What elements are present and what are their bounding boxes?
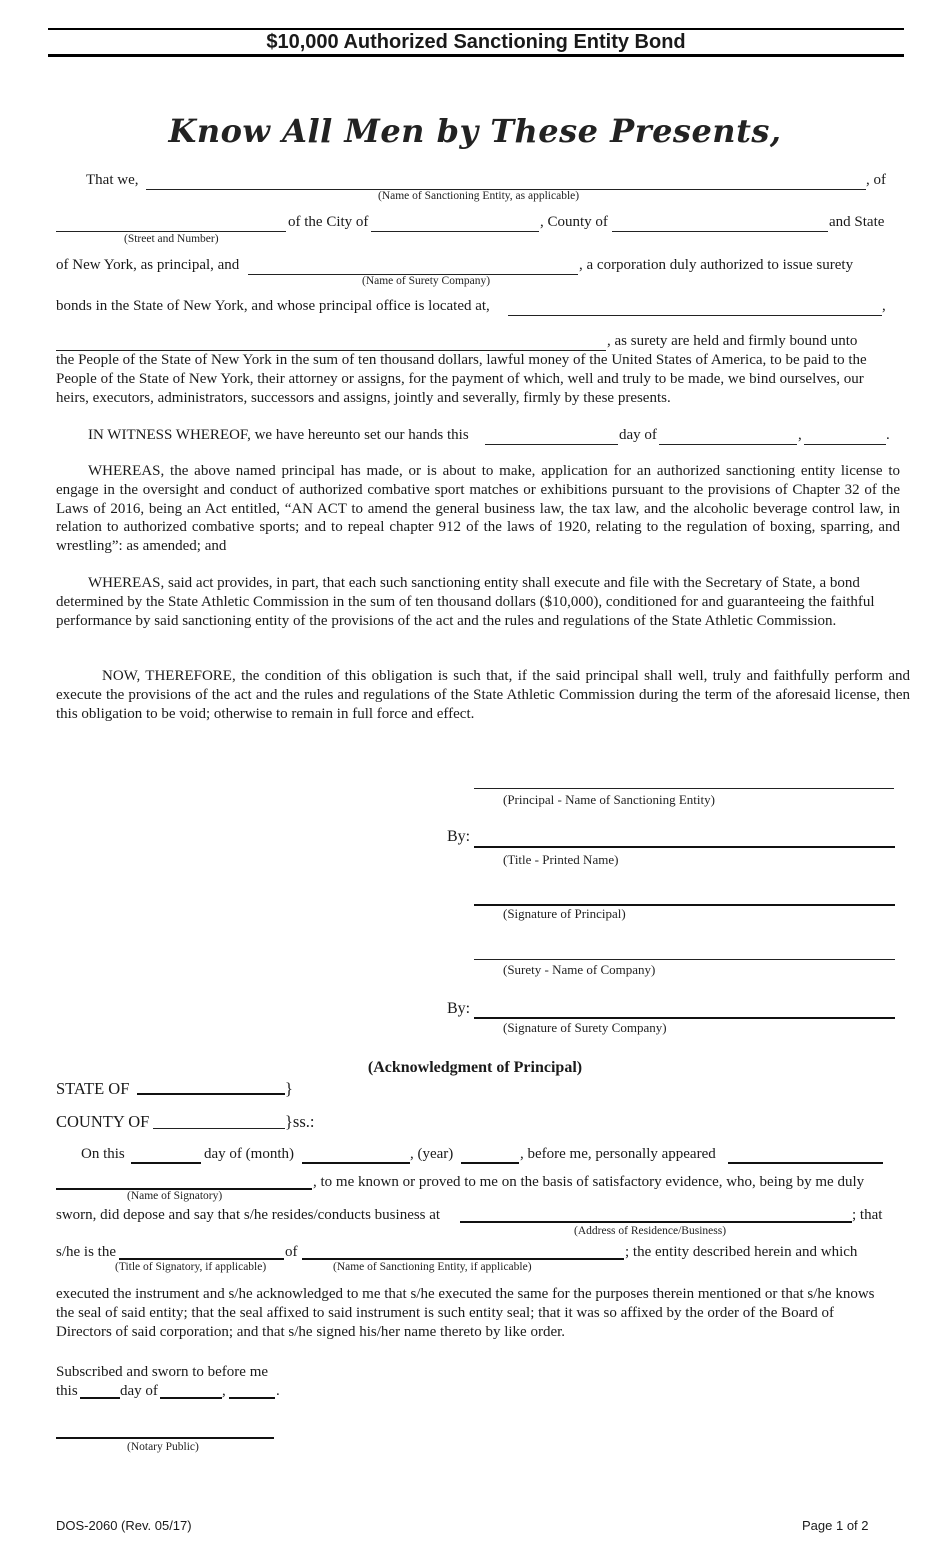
page-number: Page 1 of 2 xyxy=(802,1518,869,1533)
subscribed-text: Subscribed and sworn to before me xyxy=(56,1364,269,1380)
comma-text: , xyxy=(882,298,886,314)
notary-comma: , xyxy=(222,1383,226,1399)
whereas-paragraph-1: WHEREAS, the above named principal has made, or is about to make, application for an authorized sanctioning entity license to engage in the oversight and conduct of authorized combative sport matches or exhibitions pursuant to the provisions of Chapter 32 of the Laws of 2016, being an Act entitled, “AN ACT to amend the general business law, the tax law, and the alcoholic beverage control law, in relation to authorized combative sports; and to repeal chapter 912 of the laws of 1920, relating to the regulation of boxing, sparring, and wrestling”: as amended; and xyxy=(56,463,900,555)
bond-body-paragraph: the People of the State of New York in the sum of ten thousand dollars, lawful money of the United States of America, to be paid to the People of the State of New York, their attorney or assigns, for the payment of which, well and truly to be made, we bind ourselves, our heirs, executors, administrators, successors and assigns, jointly and severally, firmly by these presents. xyxy=(56,352,867,406)
acknowledgment-heading: (Acknowledgment of Principal) xyxy=(367,1059,583,1076)
that-text: ; that xyxy=(852,1207,883,1223)
this-label: this xyxy=(56,1383,78,1399)
witness-year-field[interactable] xyxy=(804,426,886,445)
day-of-month-label: day of (month) xyxy=(204,1146,294,1162)
presents-heading: Know All Men by These Presents, xyxy=(168,112,782,150)
known-text: , to me known or proved to me on the basis of satisfactory evidence, who, being by me duly xyxy=(313,1174,865,1190)
new-york-principal-label: of New York, as principal, and xyxy=(56,257,240,273)
form-id: DOS-2060 (Rev. 05/17) xyxy=(56,1518,192,1533)
address-hint: (Address of Residence/Business) xyxy=(574,1225,727,1237)
of-city-label: of the City of xyxy=(288,214,369,230)
title-printed-name-line[interactable] xyxy=(474,846,895,848)
ack-day-field[interactable] xyxy=(131,1162,201,1164)
principal-signature-hint: (Signature of Principal) xyxy=(503,906,626,921)
entity-hint: (Name of Sanctioning Entity, if applicable) xyxy=(333,1261,532,1273)
state-field[interactable] xyxy=(137,1093,285,1095)
office-address-field-2[interactable] xyxy=(56,332,606,351)
year-label: , (year) xyxy=(410,1146,454,1162)
title-name-hint: (Title - Printed Name) xyxy=(503,852,619,867)
ack-month-field[interactable] xyxy=(302,1162,410,1164)
witness-comma: , xyxy=(798,427,802,443)
and-state-label: and State xyxy=(829,214,885,230)
notary-hint: (Notary Public) xyxy=(127,1441,199,1453)
day-of-label: day of xyxy=(619,427,657,443)
surety-name-line[interactable] xyxy=(474,959,895,960)
witness-text: IN WITNESS WHEREOF, we have hereunto set our hands this xyxy=(88,427,469,443)
she-is-label: s/he is the xyxy=(56,1244,116,1260)
street-hint: (Street and Number) xyxy=(124,233,219,245)
surety-held-text: , as surety are held and firmly bound unto xyxy=(607,333,858,349)
appeared-name-field[interactable] xyxy=(728,1162,883,1164)
surety-hint: (Name of Surety Company) xyxy=(362,275,491,287)
surety-signature-hint: (Signature of Surety Company) xyxy=(503,1020,667,1035)
state-brace: } xyxy=(285,1079,293,1098)
that-we-label: That we, xyxy=(86,172,139,188)
bonds-text: bonds in the State of New York, and whose principal office is located at, xyxy=(56,298,490,314)
entity-described-text: ; the entity described herein and which xyxy=(625,1244,858,1260)
street-field[interactable] xyxy=(56,213,286,232)
of-label-ack: of xyxy=(285,1244,298,1260)
principal-office-field[interactable] xyxy=(508,297,882,316)
notary-period: . xyxy=(276,1383,280,1399)
sanctioning-entity-field[interactable] xyxy=(146,171,866,190)
of-label: , of xyxy=(866,172,886,188)
notary-day-of-label: day of xyxy=(120,1383,158,1399)
residence-address-field[interactable] xyxy=(460,1221,852,1223)
notary-signature-line[interactable] xyxy=(56,1437,274,1439)
corporation-text: , a corporation duly authorized to issue surety xyxy=(579,257,854,273)
title-hint: (Title of Signatory, if applicable) xyxy=(115,1261,267,1273)
principal-name-line[interactable] xyxy=(474,788,894,789)
entity-name-field[interactable] xyxy=(302,1258,624,1260)
ack-county-field[interactable] xyxy=(153,1110,285,1129)
surety-name-hint: (Surety - Name of Company) xyxy=(503,962,656,977)
title-bottom-rule xyxy=(48,54,904,57)
entity-name-hint: (Name of Sanctioning Entity, as applicable) xyxy=(378,190,580,202)
state-of-label: STATE OF xyxy=(56,1079,130,1098)
notary-day-field[interactable] xyxy=(80,1397,120,1399)
executed-paragraph: executed the instrument and s/he acknowledged to me that s/he executed the same for the purposes therein mentioned or that s/he knows the seal of said entity; that the seal affixed to said instrument is such entity seal; that it was so affixed by the order of the Board of Directors of said corporation; and that s/he signed his/her name thereto by like order. xyxy=(56,1286,875,1340)
notary-month-field[interactable] xyxy=(160,1397,222,1399)
surety-company-field[interactable] xyxy=(248,256,578,275)
notary-year-field[interactable] xyxy=(229,1397,275,1399)
on-this-label: On this xyxy=(81,1146,125,1162)
signatory-hint: (Name of Signatory) xyxy=(127,1190,223,1202)
county-field[interactable] xyxy=(612,213,828,232)
sworn-text: sworn, did depose and say that s/he resides/conducts business at xyxy=(56,1207,441,1223)
ack-year-field[interactable] xyxy=(461,1162,519,1164)
city-field[interactable] xyxy=(371,213,539,232)
signatory-title-field[interactable] xyxy=(119,1258,284,1260)
by-label-principal: By: xyxy=(447,828,471,845)
county-of-label: COUNTY OF xyxy=(56,1112,150,1131)
witness-month-field[interactable] xyxy=(659,426,797,445)
principal-name-hint: (Principal - Name of Sanctioning Entity) xyxy=(503,792,715,807)
county-label: , County of xyxy=(540,214,608,230)
county-brace-ss: }ss.: xyxy=(285,1112,315,1131)
page-title: $10,000 Authorized Sanctioning Entity Bond xyxy=(266,31,686,53)
surety-signature-line[interactable] xyxy=(474,1017,895,1019)
witness-day-field[interactable] xyxy=(485,426,618,445)
by-label-surety: By: xyxy=(447,1000,471,1017)
witness-period: . xyxy=(886,427,890,443)
before-me-text: , before me, personally appeared xyxy=(520,1146,716,1162)
now-therefore-paragraph: NOW, THEREFORE, the condition of this obligation is such that, if the said principal shall well, truly and faithfully perform and execute the provisions of the act and the rules and regulations of the State Athletic Commission during the term of the aforesaid license, then this obligation to be void; otherwise to remain in full force and effect. xyxy=(56,668,910,722)
whereas-paragraph-2: WHEREAS, said act provides, in part, that each such sanctioning entity shall execute and file with the Secretary of State, a bond determined by the State Athletic Commission in the sum of ten thousand dollars ($10,000), conditioned for and guaranteeing the faithful performance by said sanctioning entity of the provisions of the act and the rules and regulations of the State Athletic Commission. xyxy=(56,575,875,629)
